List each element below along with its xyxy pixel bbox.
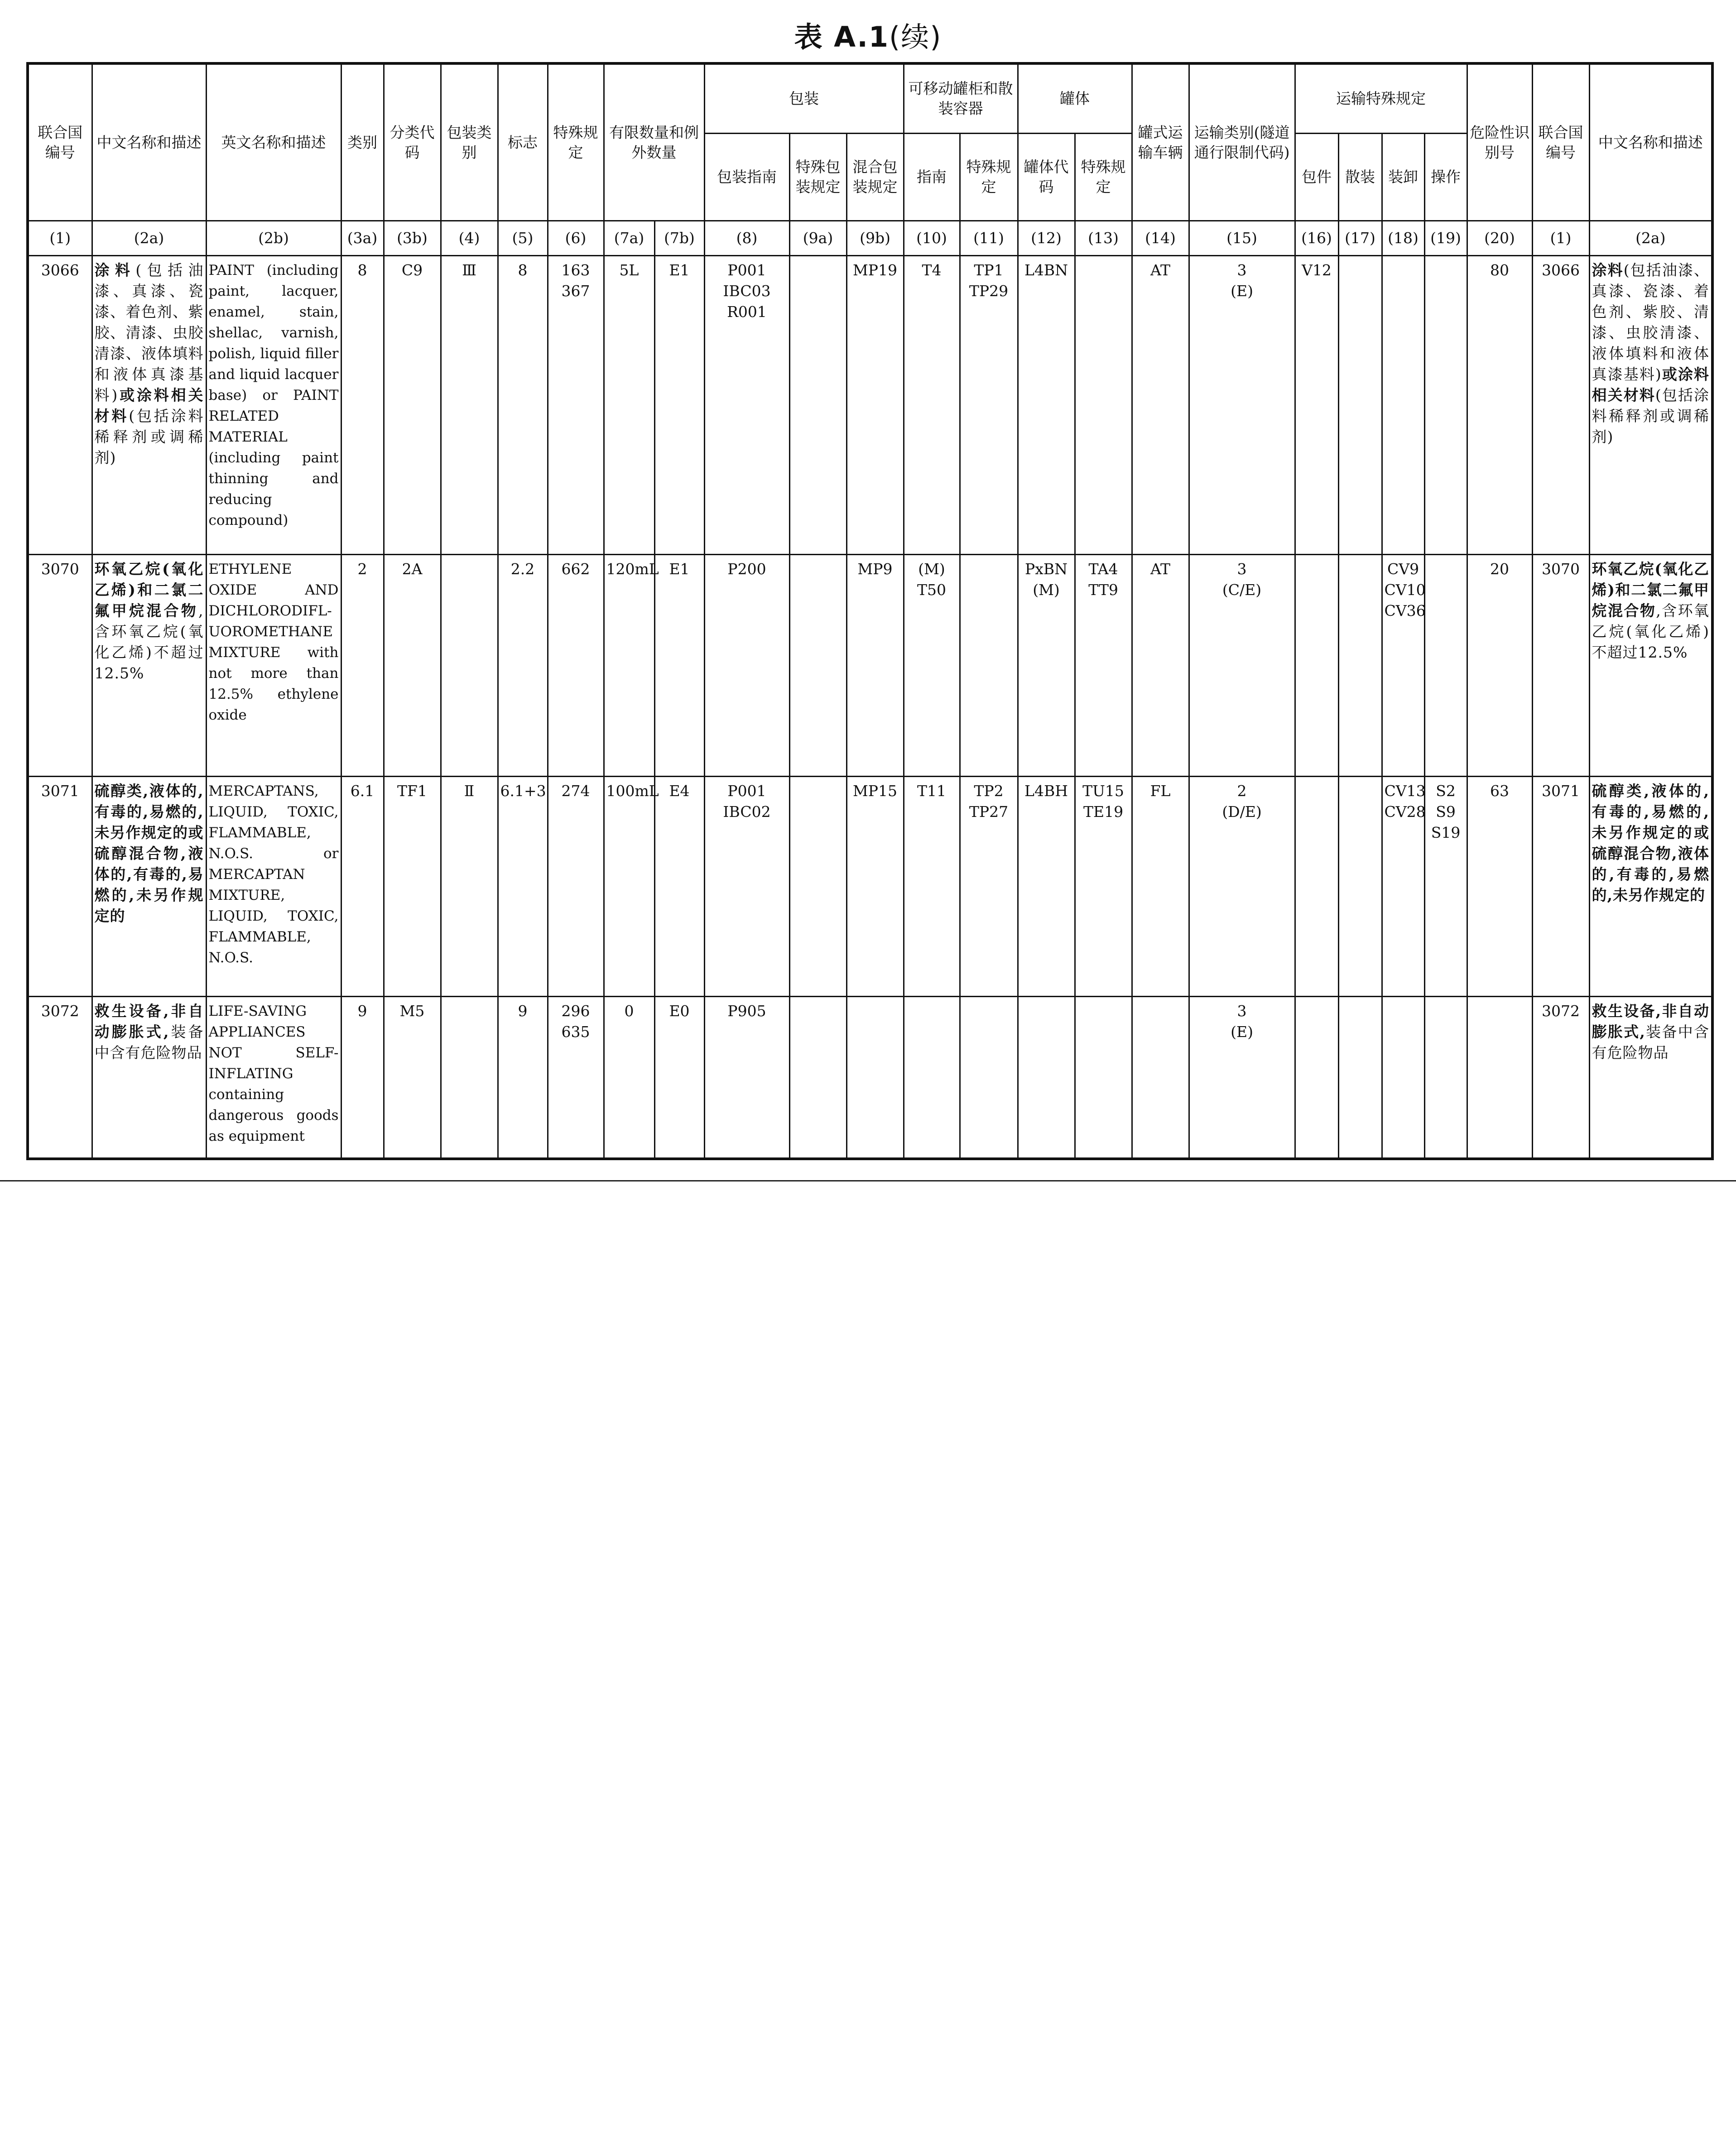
column-number: (11) bbox=[960, 221, 1018, 256]
cell-name-cn bbox=[92, 555, 206, 777]
cell-name-cn-repeat bbox=[1589, 997, 1712, 1159]
col-header-portable-tanks: 可移动罐柜和散装容器 bbox=[904, 63, 1018, 134]
cell-name-en: PAINT (including paint, lacquer, enamel, stain, shellac, varnish, polish, liquid filler and liquid lacquer base) or PAINT RELATED MATERIAL (including paint thinning and reducing compound) bbox=[206, 256, 341, 555]
cell-portable-tank-instruction bbox=[904, 555, 960, 777]
cell-labels: 8 bbox=[498, 256, 548, 555]
cell-text: ,含环氧乙烷(氧化乙烯)不超过12.5% bbox=[1592, 602, 1710, 661]
cell-portable-tank-special bbox=[960, 555, 1018, 777]
cell-un-number-repeat: 3066 bbox=[1532, 256, 1589, 555]
table-row bbox=[28, 777, 1712, 997]
cell-special-bulk bbox=[1338, 555, 1382, 777]
cell-text: IBC02 bbox=[723, 803, 771, 821]
col-header-pt-instr: 指南 bbox=[904, 134, 960, 221]
cell-text: CV28 bbox=[1384, 803, 1426, 821]
cell-text: 装备中含有危险物品 bbox=[94, 1023, 204, 1061]
cell-un-number: 3066 bbox=[28, 256, 92, 555]
cell-pack-group: Ⅲ bbox=[441, 256, 498, 555]
col-header-packages: 包件 bbox=[1295, 134, 1338, 221]
cell-text: R001 bbox=[727, 303, 767, 321]
col-header-pack-instr: 包装指南 bbox=[704, 134, 789, 221]
cell-portable-tank-instruction bbox=[904, 997, 960, 1159]
cell-portable-tank-instruction bbox=[904, 777, 960, 997]
cell-text: L4BN bbox=[1024, 261, 1068, 279]
cell-text: TA4 bbox=[1088, 560, 1118, 578]
cell-tank-vehicle: FL bbox=[1132, 777, 1189, 997]
cell-text: (D/E) bbox=[1222, 803, 1262, 821]
cell-text: (E) bbox=[1231, 1023, 1253, 1041]
cell-text: (包括油漆、真漆、瓷漆、着色剂、紫胶、清漆、虫胶清漆、液体填料和液体真漆基料) bbox=[94, 261, 204, 404]
cell-text: S9 bbox=[1436, 803, 1456, 821]
cell-name-cn bbox=[92, 997, 206, 1159]
cell-name-cn bbox=[92, 256, 206, 555]
cell-text: 635 bbox=[561, 1023, 590, 1041]
cell-class: 8 bbox=[341, 256, 384, 555]
col-header-packaging: 包装 bbox=[704, 63, 904, 134]
cell-text: 环氧乙烷(氧化乙烯)和二氯二氟甲烷混合物 bbox=[1592, 560, 1710, 619]
column-number: (17) bbox=[1338, 221, 1382, 256]
cell-pack-group bbox=[441, 997, 498, 1159]
column-number: (2a) bbox=[92, 221, 206, 256]
cell-hazard-id: 20 bbox=[1467, 555, 1532, 777]
cell-mixed-packing: MP15 bbox=[846, 777, 904, 997]
column-number: (7b) bbox=[654, 221, 704, 256]
cell-pack-instruction bbox=[704, 777, 789, 997]
col-header-un-no-repeat: 联合国编号 bbox=[1532, 63, 1589, 221]
cell-text: (E) bbox=[1231, 282, 1253, 300]
col-header-name-cn: 中文名称和描述 bbox=[92, 63, 206, 221]
cell-text: TE19 bbox=[1083, 803, 1124, 821]
column-number: (2b) bbox=[206, 221, 341, 256]
column-number: (8) bbox=[704, 221, 789, 256]
column-number: (7a) bbox=[604, 221, 654, 256]
cell-special-provisions bbox=[548, 256, 604, 555]
cell-text: (C/E) bbox=[1222, 581, 1262, 599]
cell-text: (包括油漆、真漆、瓷漆、着色剂、紫胶、清漆、虫胶清漆、液体填料和液体真漆基料) bbox=[1592, 261, 1710, 383]
col-header-tank-code: 罐体代码 bbox=[1018, 134, 1075, 221]
cell-special-operation bbox=[1424, 555, 1467, 777]
col-header-pack-group: 包装类别 bbox=[441, 63, 498, 221]
col-header-hazard-id: 危险性识别号 bbox=[1467, 63, 1532, 221]
col-header-limited-quantity: 有限数量和例外数量 bbox=[604, 63, 704, 221]
cell-class: 6.1 bbox=[341, 777, 384, 997]
col-header-special-pack: 特殊包装规定 bbox=[789, 134, 846, 221]
cell-limited-quantity: 100mL bbox=[604, 777, 654, 997]
cell-mixed-packing: MP9 bbox=[846, 555, 904, 777]
col-header-name-cn-repeat: 中文名称和描述 bbox=[1589, 63, 1712, 221]
column-number: (15) bbox=[1189, 221, 1295, 256]
cell-class: 2 bbox=[341, 555, 384, 777]
cell-tank-vehicle: AT bbox=[1132, 555, 1189, 777]
table-title bbox=[0, 14, 1736, 55]
cell-name-en: ETHYLENE OXIDE AND DICHLORODIFL-UOROMETHANE MIXTURE with not more than 12.5% ethylene oxide bbox=[206, 555, 341, 777]
cell-text: 装备中含有危险物品 bbox=[1592, 1023, 1710, 1061]
cell-excepted-quantity: E0 bbox=[654, 997, 704, 1159]
cell-name-cn-repeat bbox=[1589, 777, 1712, 997]
cell-text: IBC03 bbox=[723, 282, 771, 300]
cell-tank-code bbox=[1018, 555, 1075, 777]
col-header-un-no: 联合国编号 bbox=[28, 63, 92, 221]
cell-limited-quantity: 0 bbox=[604, 997, 654, 1159]
col-header-mixed-pack: 混合包装规定 bbox=[846, 134, 904, 221]
cell-special-loading bbox=[1382, 777, 1424, 997]
cell-text: 274 bbox=[561, 782, 590, 800]
cell-text: CV9 bbox=[1387, 560, 1419, 578]
cell-excepted-quantity: E4 bbox=[654, 777, 704, 997]
cell-text: 367 bbox=[561, 282, 590, 300]
cell-special-operation bbox=[1424, 777, 1467, 997]
cell-text: 3 bbox=[1237, 261, 1247, 279]
cell-tank-vehicle: AT bbox=[1132, 256, 1189, 555]
table-title-main: 表 A.1 bbox=[794, 20, 890, 53]
cell-tank-code bbox=[1018, 997, 1075, 1159]
cell-portable-tank-special bbox=[960, 997, 1018, 1159]
cell-text: TP29 bbox=[969, 282, 1009, 300]
cell-portable-tank-special bbox=[960, 256, 1018, 555]
col-header-class: 类别 bbox=[341, 63, 384, 221]
cell-transport-category bbox=[1189, 256, 1295, 555]
col-header-name-en: 英文名称和描述 bbox=[206, 63, 341, 221]
cell-special-packages bbox=[1295, 777, 1338, 997]
cell-excepted-quantity: E1 bbox=[654, 256, 704, 555]
cell-tank-vehicle bbox=[1132, 997, 1189, 1159]
cell-un-number: 3071 bbox=[28, 777, 92, 997]
column-number: (19) bbox=[1424, 221, 1467, 256]
cell-text: P001 bbox=[727, 261, 766, 279]
cell-class-code: M5 bbox=[384, 997, 441, 1159]
cell-class-code: 2A bbox=[384, 555, 441, 777]
column-number: (1) bbox=[28, 221, 92, 256]
cell-excepted-quantity: E1 bbox=[654, 555, 704, 777]
column-number: (13) bbox=[1075, 221, 1132, 256]
cell-text: 硫醇类,液体的,有毒的,易燃的,未另作规定的或硫醇混合物,液体的,有毒的,易燃的,未另作规定的 bbox=[94, 782, 204, 925]
cell-text: T4 bbox=[922, 261, 942, 279]
cell-name-cn-repeat bbox=[1589, 555, 1712, 777]
cell-name-cn-repeat bbox=[1589, 256, 1712, 555]
cell-text: TP1 bbox=[974, 261, 1004, 279]
cell-text: (M) bbox=[1033, 581, 1060, 599]
cell-special-bulk bbox=[1338, 256, 1382, 555]
cell-text: 硫醇类,液体的,有毒的,易燃的,未另作规定的或硫醇混合物,液体的,有毒的,易燃的,未另作规定的 bbox=[1592, 782, 1710, 904]
cell-hazard-id: 80 bbox=[1467, 256, 1532, 555]
col-header-loading: 装卸 bbox=[1382, 134, 1424, 221]
table-row bbox=[28, 555, 1712, 777]
cell-limited-quantity: 120mL bbox=[604, 555, 654, 777]
page-bottom-rule bbox=[0, 1180, 1736, 1181]
cell-class: 9 bbox=[341, 997, 384, 1159]
cell-text: P905 bbox=[727, 1002, 766, 1020]
cell-special-packages: V12 bbox=[1295, 256, 1338, 555]
column-number: (6) bbox=[548, 221, 604, 256]
cell-text: (包括涂料稀释剂或调稀剂) bbox=[1592, 386, 1710, 446]
cell-name-en: LIFE-SAVING APPLIANCES NOT SELF-INFLATING containing dangerous goods as equipment bbox=[206, 997, 341, 1159]
cell-text: 救生设备,非自动膨胀式, bbox=[1592, 1002, 1710, 1041]
cell-tank-code bbox=[1018, 256, 1075, 555]
cell-pack-group: Ⅱ bbox=[441, 777, 498, 997]
cell-un-number: 3070 bbox=[28, 555, 92, 777]
col-header-tank-vehicle: 罐式运输车辆 bbox=[1132, 63, 1189, 221]
cell-class-code: C9 bbox=[384, 256, 441, 555]
cell-text: P200 bbox=[727, 560, 766, 578]
column-number: (5) bbox=[498, 221, 548, 256]
cell-class-code: TF1 bbox=[384, 777, 441, 997]
cell-text: TP27 bbox=[969, 803, 1009, 821]
cell-text: CV10 bbox=[1384, 581, 1426, 599]
cell-special-operation bbox=[1424, 997, 1467, 1159]
cell-special-packing bbox=[789, 997, 846, 1159]
cell-mixed-packing: MP19 bbox=[846, 256, 904, 555]
cell-text: P001 bbox=[727, 782, 766, 800]
cell-mixed-packing bbox=[846, 997, 904, 1159]
col-header-bulk: 散装 bbox=[1338, 134, 1382, 221]
cell-text: TT9 bbox=[1088, 581, 1118, 599]
cell-text: (M) bbox=[918, 560, 945, 578]
col-header-transport-special: 运输特殊规定 bbox=[1295, 63, 1467, 134]
cell-tank-special bbox=[1075, 256, 1132, 555]
cell-text: 3 bbox=[1237, 560, 1247, 578]
cell-hazard-id bbox=[1467, 997, 1532, 1159]
column-number: (10) bbox=[904, 221, 960, 256]
cell-tank-special bbox=[1075, 997, 1132, 1159]
cell-text: S19 bbox=[1431, 824, 1461, 841]
col-header-transport-category: 运输类别(隧道通行限制代码) bbox=[1189, 63, 1295, 221]
cell-text: 涂料 bbox=[1592, 261, 1624, 279]
cell-pack-instruction bbox=[704, 997, 789, 1159]
cell-text: 涂料 bbox=[94, 261, 136, 279]
cell-transport-category bbox=[1189, 555, 1295, 777]
cell-text: 或涂料相关材料 bbox=[94, 386, 204, 425]
col-header-tank: 罐体 bbox=[1018, 63, 1132, 134]
column-number: (18) bbox=[1382, 221, 1424, 256]
column-number-row bbox=[28, 221, 1712, 256]
table-row bbox=[28, 997, 1712, 1159]
cell-name-en: MERCAPTANS, LIQUID, TOXIC, FLAMMABLE, N.O.S. or MERCAPTAN MIXTURE, LIQUID, TOXIC, FLAMMABLE, N.O.S. bbox=[206, 777, 341, 997]
cell-hazard-id: 63 bbox=[1467, 777, 1532, 997]
table-title-continued: (续) bbox=[889, 20, 942, 53]
cell-special-packing bbox=[789, 555, 846, 777]
cell-special-packages bbox=[1295, 555, 1338, 777]
column-number: (3a) bbox=[341, 221, 384, 256]
cell-special-operation bbox=[1424, 256, 1467, 555]
cell-text: ,含环氧乙烷(氧化乙烯)不超过12.5% bbox=[94, 602, 204, 682]
cell-special-loading bbox=[1382, 555, 1424, 777]
cell-special-packing bbox=[789, 777, 846, 997]
cell-un-number: 3072 bbox=[28, 997, 92, 1159]
cell-text: 163 bbox=[561, 261, 590, 279]
column-number: (16) bbox=[1295, 221, 1338, 256]
cell-labels: 2.2 bbox=[498, 555, 548, 777]
cell-text: 2 bbox=[1237, 782, 1247, 800]
column-number: (9a) bbox=[789, 221, 846, 256]
cell-text: 662 bbox=[561, 560, 590, 578]
cell-text: 3 bbox=[1237, 1002, 1247, 1020]
cell-portable-tank-special bbox=[960, 777, 1018, 997]
cell-special-bulk bbox=[1338, 777, 1382, 997]
table-row bbox=[28, 256, 1712, 555]
cell-special-provisions bbox=[548, 777, 604, 997]
column-number: (2a) bbox=[1589, 221, 1712, 256]
cell-special-provisions bbox=[548, 555, 604, 777]
cell-text: L4BH bbox=[1024, 782, 1068, 800]
cell-text: 环氧乙烷(氧化乙烯)和二氯二氟甲烷混合物 bbox=[94, 560, 204, 619]
cell-text: CV36 bbox=[1384, 602, 1426, 619]
table-body bbox=[28, 256, 1712, 1159]
col-header-pt-special: 特殊规定 bbox=[960, 134, 1018, 221]
cell-special-packing bbox=[789, 256, 846, 555]
cell-pack-instruction bbox=[704, 555, 789, 777]
cell-tank-code bbox=[1018, 777, 1075, 997]
cell-text: (包括涂料稀释剂或调稀剂) bbox=[94, 407, 204, 466]
cell-tank-special bbox=[1075, 555, 1132, 777]
col-header-class-code: 分类代码 bbox=[384, 63, 441, 221]
cell-text: S2 bbox=[1436, 782, 1456, 800]
cell-un-number-repeat: 3071 bbox=[1532, 777, 1589, 997]
cell-text: 或涂料相关材料 bbox=[1592, 365, 1710, 404]
cell-tank-special bbox=[1075, 777, 1132, 997]
header-row-1 bbox=[28, 63, 1712, 134]
cell-un-number-repeat: 3070 bbox=[1532, 555, 1589, 777]
cell-special-bulk bbox=[1338, 997, 1382, 1159]
column-number: (20) bbox=[1467, 221, 1532, 256]
cell-text: CV13 bbox=[1384, 782, 1426, 800]
cell-transport-category bbox=[1189, 997, 1295, 1159]
cell-special-loading bbox=[1382, 256, 1424, 555]
col-header-special-provisions: 特殊规定 bbox=[548, 63, 604, 221]
cell-text: T11 bbox=[917, 782, 947, 800]
column-number: (1) bbox=[1532, 221, 1589, 256]
cell-text: TU15 bbox=[1082, 782, 1124, 800]
cell-labels: 9 bbox=[498, 997, 548, 1159]
cell-special-provisions bbox=[548, 997, 604, 1159]
column-number: (4) bbox=[441, 221, 498, 256]
col-header-tank-special: 特殊规定 bbox=[1075, 134, 1132, 221]
cell-text: T50 bbox=[917, 581, 947, 599]
cell-transport-category bbox=[1189, 777, 1295, 997]
cell-text: 救生设备,非自动膨胀式, bbox=[94, 1002, 204, 1041]
cell-text: 296 bbox=[561, 1002, 590, 1020]
cell-pack-group bbox=[441, 555, 498, 777]
cell-special-packages bbox=[1295, 997, 1338, 1159]
column-number: (3b) bbox=[384, 221, 441, 256]
column-number: (9b) bbox=[846, 221, 904, 256]
cell-name-cn bbox=[92, 777, 206, 997]
column-number: (12) bbox=[1018, 221, 1075, 256]
column-number: (14) bbox=[1132, 221, 1189, 256]
cell-pack-instruction bbox=[704, 256, 789, 555]
cell-un-number-repeat: 3072 bbox=[1532, 997, 1589, 1159]
cell-portable-tank-instruction bbox=[904, 256, 960, 555]
cell-special-loading bbox=[1382, 997, 1424, 1159]
cell-text: PxBN bbox=[1025, 560, 1068, 578]
cell-limited-quantity: 5L bbox=[604, 256, 654, 555]
cell-labels: 6.1+3 bbox=[498, 777, 548, 997]
col-header-labels: 标志 bbox=[498, 63, 548, 221]
col-header-operation: 操作 bbox=[1424, 134, 1467, 221]
dangerous-goods-table bbox=[26, 62, 1714, 1160]
cell-text: TP2 bbox=[974, 782, 1004, 800]
